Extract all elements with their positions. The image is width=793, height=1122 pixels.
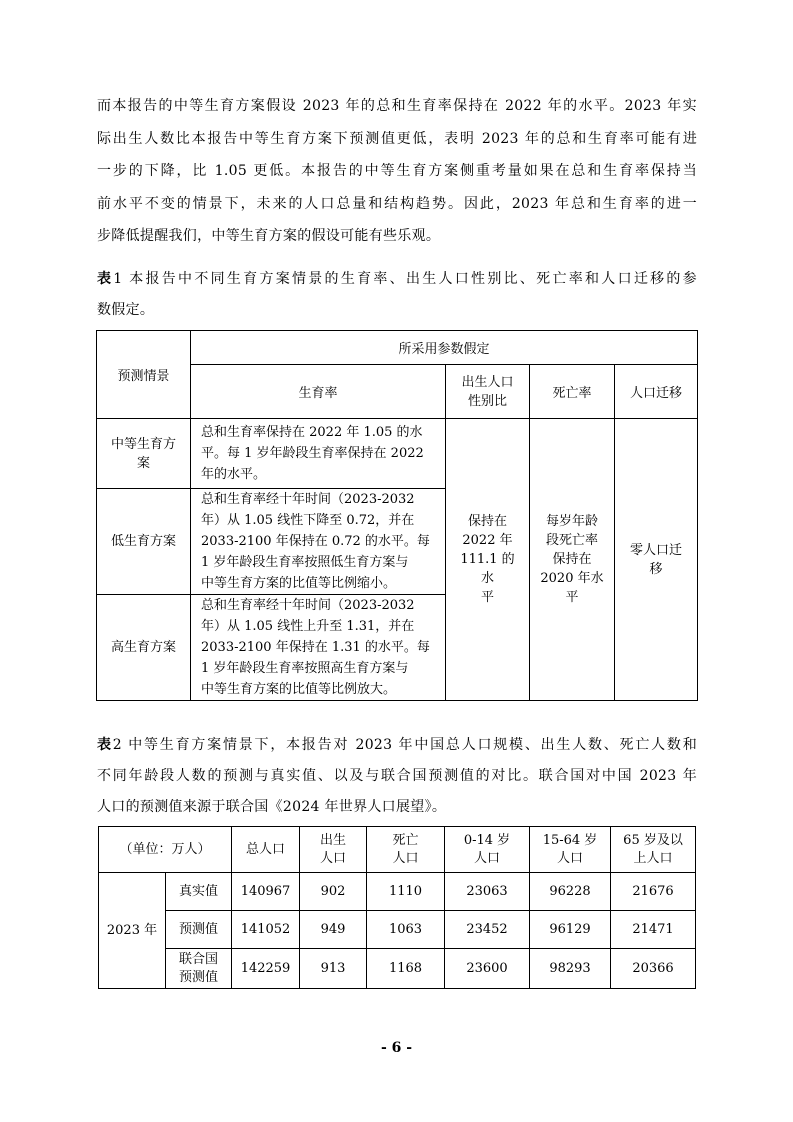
cell: 23452 xyxy=(445,911,530,949)
header-sex-ratio: 出生人口 性别比 xyxy=(446,365,530,419)
paragraph-line: 一步的下降，比 1.05 更低。本报告的中等生育方案侧重考量如果在总和生育率保持当 xyxy=(97,163,697,180)
caption-text: 2 中等生育方案情景下，本报告对 2023 年中国总人口规模、出生人数、死亡人数和 xyxy=(112,737,697,753)
caption-line: 数假定。 xyxy=(97,302,155,318)
table-row xyxy=(99,873,696,911)
row-label: 联合国 预测值 xyxy=(166,949,232,989)
row-label: 预测值 xyxy=(166,911,232,949)
body-paragraph xyxy=(97,90,697,253)
fertility-high: 总和生育率经十年时间（2023-2032 年）从 1.05 线性上升至 1.31，并在 2033-2100 年保持在 1.31 的水平。每 1 岁年龄段生育率按照高生育方案与 中等生育方案的比值等比例放大。 xyxy=(191,595,446,701)
mortality-shared: 每岁年龄 段死亡率 保持在 2020 年水 平 xyxy=(530,419,615,701)
header-mortality: 死亡率 xyxy=(530,365,615,419)
header-migration: 人口迁移 xyxy=(615,365,698,419)
fertility-low: 总和生育率经十年时间（2023-2032 年）从 1.05 线性下降至 0.72，并在 2033-2100 年保持在 0.72 的水平。每 1 岁年龄段生育率按照低生育方案与 中等生育方案的比值等比例缩小。 xyxy=(191,489,446,595)
header-fertility: 生育率 xyxy=(191,365,446,419)
cell: 96228 xyxy=(530,873,611,911)
cell: 21471 xyxy=(611,911,696,949)
caption-line xyxy=(97,264,697,295)
cell: 1168 xyxy=(367,949,445,989)
year-cell: 2023 年 xyxy=(99,873,166,989)
paragraph-line: 前水平不变的情景下，未来的人口总量和结构趋势。因此，2023 年总和生育率的进一 xyxy=(97,195,697,212)
page-number: - 6 - xyxy=(380,1040,413,1056)
caption-label: 表 xyxy=(97,737,113,753)
scenario-medium: 中等生育方 案 xyxy=(97,419,191,489)
cell: 21676 xyxy=(611,873,696,911)
paragraph-line: 步降低提醒我们，中等生育方案的假设可能有些乐观。 xyxy=(97,228,441,245)
cell: 98293 xyxy=(530,949,611,989)
cell: 140967 xyxy=(232,873,300,911)
header-age-0-14: 0-14 岁 人口 xyxy=(445,827,530,873)
cell: 23063 xyxy=(445,873,530,911)
cell: 1110 xyxy=(367,873,445,911)
cell: 902 xyxy=(300,873,367,911)
header-age-65-plus: 65 岁及以 上人口 xyxy=(611,827,696,873)
caption-label: 表 xyxy=(97,271,114,287)
scenario-high: 高生育方案 xyxy=(97,595,191,701)
paragraph-line: 际出生人数比本报告中等生育方案下预测值更低，表明 2023 年的总和生育率可能有进 xyxy=(97,130,697,147)
table-row xyxy=(99,949,696,989)
header-unit: （单位：万人） xyxy=(99,827,232,873)
header-total: 总人口 xyxy=(232,827,300,873)
migration-shared: 零人口迁 移 xyxy=(615,419,698,701)
header-scenario: 预测情景 xyxy=(97,331,191,419)
row-label: 真实值 xyxy=(166,873,232,911)
cell: 23600 xyxy=(445,949,530,989)
caption-text: 1 本报告中不同生育方案情景的生育率、出生人口性别比、死亡率和人口迁移的参 xyxy=(113,271,697,287)
population-comparison-table xyxy=(98,826,696,989)
scenario-low: 低生育方案 xyxy=(97,489,191,595)
cell: 142259 xyxy=(232,949,300,989)
header-age-15-64: 15-64 岁 人口 xyxy=(530,827,611,873)
cell: 96129 xyxy=(530,911,611,949)
cell: 20366 xyxy=(611,949,696,989)
sex-ratio-shared: 保持在 2022 年 111.1 的水 平 xyxy=(446,419,530,701)
table1-caption xyxy=(97,264,697,326)
header-deaths: 死亡 人口 xyxy=(367,827,445,873)
cell: 1063 xyxy=(367,911,445,949)
table-row xyxy=(99,911,696,949)
parameter-assumptions-table xyxy=(96,330,698,701)
header-births: 出生 人口 xyxy=(300,827,367,873)
caption-line: 不同年龄段人数的预测与真实值、以及与联合国预测值的对比。联合国对中国 2023 年 xyxy=(97,768,697,784)
fertility-medium: 总和生育率保持在 2022 年 1.05 的水 平。每 1 岁年龄段生育率保持在 2022 年的水平。 xyxy=(191,419,446,489)
caption-line xyxy=(97,730,697,761)
header-parameter-group: 所采用参数假定 xyxy=(191,331,698,365)
paragraph-line: 而本报告的中等生育方案假设 2023 年的总和生育率保持在 2022 年的水平。2023 年实 xyxy=(97,98,697,114)
cell: 141052 xyxy=(232,911,300,949)
caption-line: 人口的预测值来源于联合国《2024 年世界人口展望》。 xyxy=(97,799,447,815)
table2-caption xyxy=(97,730,697,823)
cell: 949 xyxy=(300,911,367,949)
cell: 913 xyxy=(300,949,367,989)
